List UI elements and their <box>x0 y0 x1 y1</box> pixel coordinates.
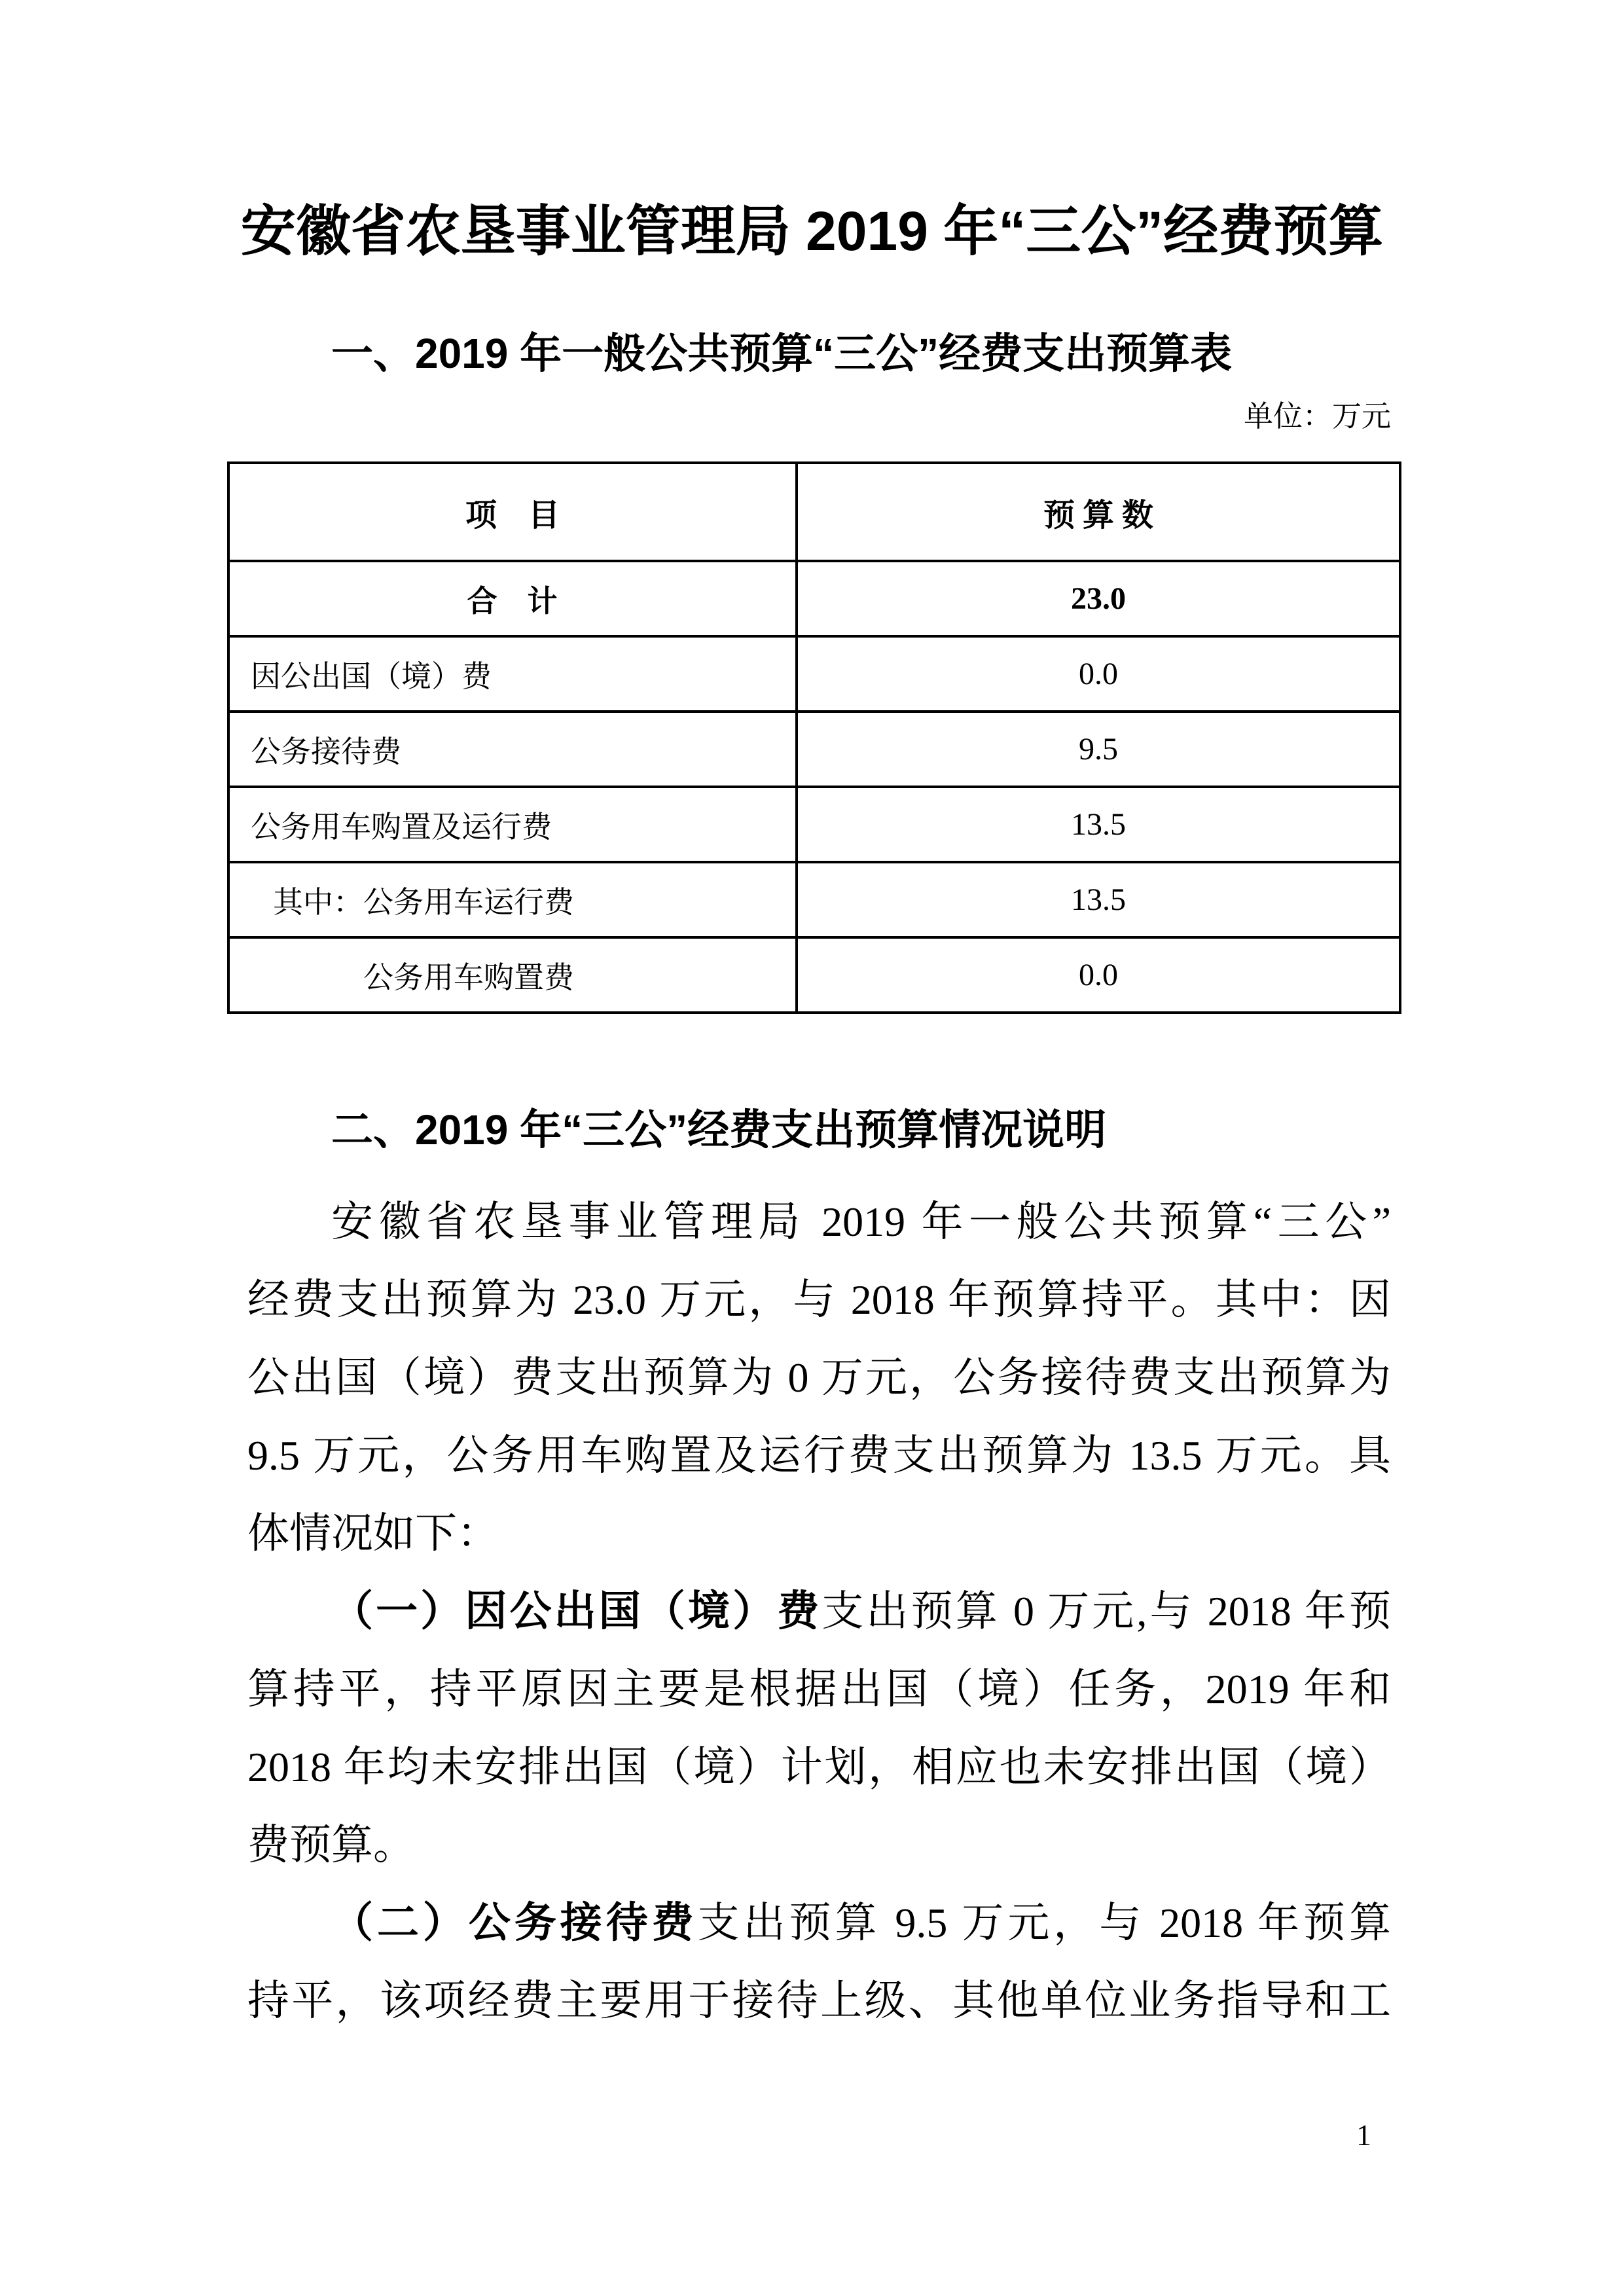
row-value: 9.5 <box>797 712 1400 787</box>
table-row <box>228 862 1400 937</box>
text-run: 算持平，持平原因主要是根据出国（境）任务，2019 年和 <box>247 1666 1391 1712</box>
row-value: 23.0 <box>797 561 1400 636</box>
text-run: 支出预算 0 万元,与 2018 年预 <box>821 1588 1391 1635</box>
text-run: 经费支出预算为 23.0 万元，与 2018 年预算持平。其中：因 <box>247 1276 1391 1323</box>
bold-run: （二）公务接待费 <box>331 1900 698 1946</box>
paragraph-2-line <box>247 1728 1391 1806</box>
paragraph-1-line <box>247 1339 1391 1417</box>
row-value: 13.5 <box>797 787 1400 862</box>
row-value: 13.5 <box>797 862 1400 937</box>
text-run: 支出预算 9.5 万元，与 2018 年预算 <box>697 1900 1392 1946</box>
paragraph-2-line <box>247 1806 1391 1884</box>
row-label: 因公出国（境）费 <box>228 636 797 712</box>
paragraph-1-line <box>247 1494 1391 1572</box>
paragraph-1-line <box>247 1417 1391 1494</box>
text-run: 公出国（境）费支出预算为 0 万元，公务接待费支出预算为 <box>247 1354 1391 1401</box>
page-number: 1 <box>1356 2118 1371 2152</box>
column-header-1: 预 算 数 <box>797 463 1400 561</box>
text-run: 9.5 万元，公务用车购置及运行费支出预算为 13.5 万元。具 <box>247 1432 1391 1479</box>
column-header-0: 项 目 <box>228 463 797 561</box>
paragraph-3-line <box>247 1884 1391 1962</box>
budget-table-body <box>228 561 1400 1013</box>
paragraph-3-line <box>247 1962 1391 2040</box>
row-label: 公务用车购置及运行费 <box>228 787 797 862</box>
table-row <box>228 561 1400 636</box>
section-2-heading: 二、2019 年“三公”经费支出预算情况说明 <box>331 1106 1107 1153</box>
row-label: 其中：公务用车运行费 <box>228 862 797 937</box>
budget-table-header <box>228 463 1400 561</box>
text-run: 2018 年均未安排出国（境）计划，相应也未安排出国（境） <box>247 1744 1391 1790</box>
table-row <box>228 636 1400 712</box>
table-row <box>228 787 1400 862</box>
table-header-row <box>228 463 1400 561</box>
table-row <box>228 712 1400 787</box>
text-run: 费预算。 <box>247 1822 415 1868</box>
row-value: 0.0 <box>797 937 1400 1013</box>
document-title: 安徽省农垦事业管理局 2019 年“三公”经费预算 <box>240 200 1384 262</box>
budget-table <box>227 461 1401 1014</box>
paragraph-1-line <box>247 1183 1391 1261</box>
paragraph-2-line <box>247 1572 1391 1650</box>
table-row <box>228 937 1400 1013</box>
row-label: 公务接待费 <box>228 712 797 787</box>
paragraph-2-line <box>247 1650 1391 1728</box>
body-text <box>247 1183 1391 2040</box>
bold-run: （一）因公出国（境）费 <box>331 1588 822 1635</box>
section-1-heading: 一、2019 年一般公共预算“三公”经费支出预算表 <box>331 330 1233 377</box>
paragraph-1-line <box>247 1261 1391 1339</box>
row-value: 0.0 <box>797 636 1400 712</box>
row-label: 合 计 <box>228 561 797 636</box>
text-run: 持平，该项经费主要用于接待上级、其他单位业务指导和工 <box>247 1978 1391 2024</box>
text-run: 安徽省农垦事业管理局 2019 年一般公共预算“三公” <box>331 1199 1391 1245</box>
text-run: 体情况如下： <box>247 1510 499 1557</box>
unit-note: 单位：万元 <box>1243 400 1391 433</box>
row-label: 公务用车购置费 <box>228 937 797 1013</box>
